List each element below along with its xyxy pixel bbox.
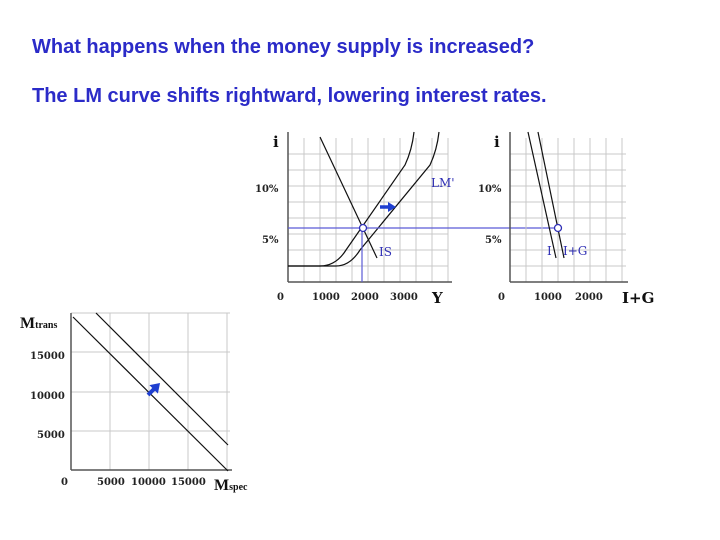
is-lm-panel (255, 132, 455, 307)
money-y-tick-10000: 10000 (30, 391, 65, 402)
is-lm-x-axis-label: Y (432, 289, 443, 307)
investment-grid (510, 138, 626, 282)
investment-x-tick-1000: 1000 (534, 292, 562, 303)
money-x-tick-10000: 10000 (131, 477, 166, 488)
money-panel (20, 313, 248, 494)
is-lm-x-tick-3000: 3000 (390, 292, 418, 303)
investment-y-axis-label: i (494, 133, 500, 151)
arrow-up-right-icon (144, 379, 165, 400)
arrow-right-icon (380, 202, 396, 212)
money-y-tick-15000: 15000 (30, 351, 65, 362)
money-y-axis-label: Mtrans (20, 315, 58, 332)
investment-y-tick-10: 10% (478, 184, 502, 195)
answer-heading: The LM curve shifts rightward, lowering interest rates. (32, 85, 547, 107)
investment-x-axis-label: I+G (622, 289, 655, 307)
money-line-shifted (96, 313, 228, 445)
is-lm-x-tick-0: 0 (277, 292, 284, 303)
is-lm-y-tick-10: 10% (255, 184, 279, 195)
investment-equilibrium-point (555, 225, 562, 232)
money-x-tick-0: 0 (61, 477, 68, 488)
question-heading: What happens when the money supply is increased? (32, 36, 535, 58)
lm-shifted-label: LM' (431, 176, 455, 190)
money-x-tick-5000: 5000 (97, 477, 125, 488)
investment-panel (478, 132, 654, 307)
money-x-axis-label: Mspec (214, 477, 248, 494)
is-lm-y-axis-label: i (273, 133, 279, 151)
is-lm-y-tick-5: 5% (262, 235, 279, 246)
is-lm-equilibrium-point (360, 225, 367, 232)
is-lm-grid (288, 138, 448, 282)
money-y-tick-5000: 5000 (37, 430, 65, 441)
money-x-tick-15000: 15000 (171, 477, 206, 488)
investment-curve-label: I (547, 244, 552, 258)
investment-x-tick-0: 0 (498, 292, 505, 303)
is-curve-label: IS (379, 245, 392, 259)
lm-curve-original (288, 132, 414, 266)
investment-x-tick-2000: 2000 (575, 292, 603, 303)
is-lm-x-tick-2000: 2000 (351, 292, 379, 303)
investment-y-tick-5: 5% (485, 235, 502, 246)
is-lm-x-tick-1000: 1000 (312, 292, 340, 303)
investment-plus-government-label: I+G (563, 244, 588, 258)
